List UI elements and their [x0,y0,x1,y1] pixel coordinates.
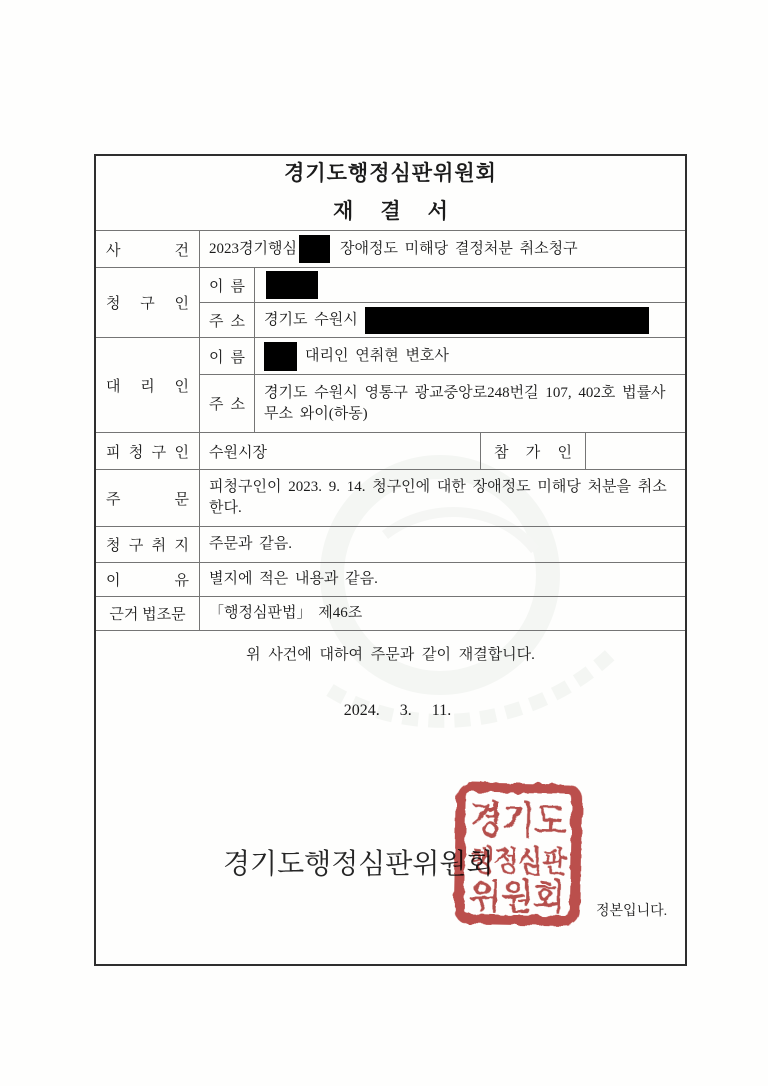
intervenor-value [586,433,685,469]
order-value: 피청구인이 2023. 9. 14. 청구인에 대한 장애정도 미해당 처분을 취소한다. [209,479,667,516]
order-label: 주 문 [96,470,200,526]
claimant-label: 청 구 인 [96,268,200,337]
decision-table [94,154,687,966]
case-label: 사 건 [96,231,200,267]
closing-section [96,631,685,964]
claimant-address-value [255,303,685,337]
redaction-box [266,271,318,299]
claimant-name-label: 이 름 [200,268,255,302]
agent-name-row [200,338,685,375]
agent-address-row [200,375,685,432]
respondent-value: 수원시장 [200,433,481,469]
redaction-box [299,235,330,263]
seal-line-2: 행정심판 [468,844,582,880]
respondent-label: 피 청 구 인 [96,433,200,469]
agent-name-label: 이 름 [200,338,255,374]
agent-row [96,338,685,433]
agent-label: 대 리 인 [96,338,200,432]
agent-address-value: 경기도 수원시 영통구 광교중앙로248번길 107, 402호 법률사무소 와이(하동) [264,384,666,422]
purpose-row [96,527,685,563]
case-row [96,231,685,268]
claimant-address-text: 경기도 수원시 [264,311,358,328]
date-day: 11. [431,702,452,719]
claimant-address-label: 주 소 [200,303,255,337]
redaction-box [365,307,649,334]
legal-basis-label: 근거 법조문 [96,597,200,630]
agent-name-value [255,338,685,374]
redaction-box [264,342,297,371]
reason-value: 별지에 적은 내용과 같음. [209,571,378,587]
purpose-value: 주문과 같음. [209,536,292,552]
certification-note: 정본입니다. [596,904,668,919]
case-number: 2023경기행심 [209,240,297,257]
header-doc-title: 재 결 서 [333,199,448,223]
agent-address-label: 주 소 [200,375,255,432]
date-month: 3. [399,702,412,719]
closing-statement: 위 사건에 대하여 주문과 같이 재결합니다. [246,647,535,663]
official-seal-stamp [451,780,584,929]
reason-label: 이 유 [96,563,200,596]
legal-basis-row [96,597,685,631]
date-year: 2024. [343,702,380,719]
respondent-row [96,433,685,470]
legal-basis-value: 「행정심판법」 제46조 [209,605,363,621]
claimant-address-row [200,303,685,337]
seal-line-3: 위원회 [468,876,571,919]
purpose-label: 청 구 취 지 [96,527,200,562]
intervenor-label: 참 가 인 [481,433,586,469]
case-value [200,231,685,267]
agent-details [200,338,685,432]
reason-row [96,563,685,597]
claimant-row [96,268,685,338]
claimant-name-value [255,268,685,302]
org-signature: 경기도행정심판위원회 [223,849,494,880]
agent-name-text: 대리인 연취현 변호사 [305,347,449,364]
case-title: 장애정도 미해당 결정처분 취소청구 [339,240,578,257]
claimant-name-row [200,268,685,303]
document-header [96,156,685,231]
decision-date [96,702,685,720]
header-org-title: 경기도행정심판위원회 [284,161,497,185]
seal-line-1: 경기도 [470,800,579,844]
claimant-details [200,268,685,337]
order-row [96,470,685,527]
